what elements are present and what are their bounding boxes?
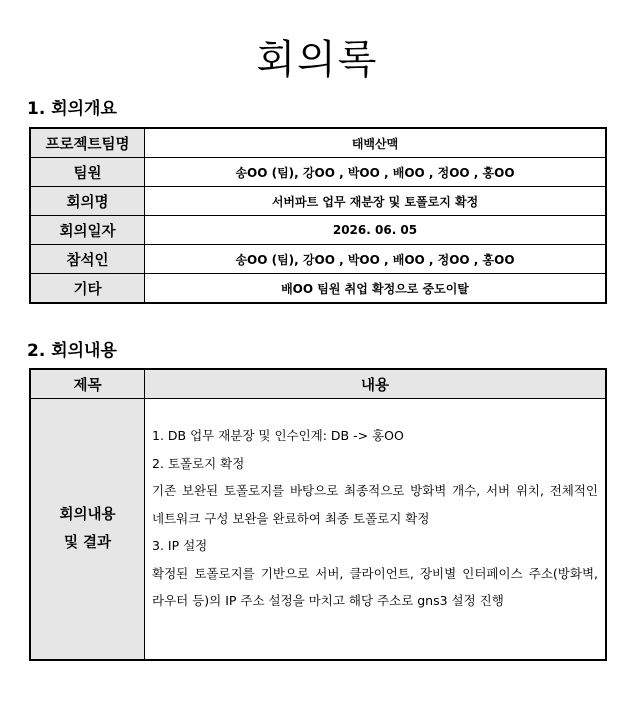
table-row (30, 187, 606, 216)
row-label-other: 기타 (30, 274, 145, 304)
table-row (30, 158, 606, 187)
table-row (30, 245, 606, 274)
row-label-members: 팀원 (30, 158, 145, 187)
table-row (30, 399, 606, 661)
table-row (30, 216, 606, 245)
column-header-content: 내용 (145, 369, 607, 399)
content-line-4: 3. IP 설정 (152, 538, 208, 553)
row-label-meeting-date: 회의일자 (30, 216, 145, 245)
row-label-project-team: 프로젝트팀명 (30, 128, 145, 158)
row-label-line-2: 및 결과 (63, 535, 112, 551)
row-label-meeting-content (30, 399, 145, 661)
row-value-project-team: 태백산맥 (145, 128, 607, 158)
row-value-meeting-date: 2026. 06. 05 (145, 216, 607, 245)
content-line-2: 2. 토폴로지 확정 (152, 455, 245, 471)
overview-table (29, 127, 607, 304)
table-row (30, 274, 606, 304)
column-header-title: 제목 (30, 369, 145, 399)
section-heading-content: 2. 회의내용 (27, 341, 117, 361)
row-value-members: 송OO (팀), 강OO , 박OO , 배OO , 정OO , 홍OO (145, 158, 607, 187)
content-line-3: 기존 보완된 토폴로지를 바탕으로 최종적으로 방화벽 개수, 서버 위치, 전체적인 네트워크 구성 보완을 완료하여 최종 토폴로지 확정 (152, 483, 598, 526)
table-row (30, 128, 606, 158)
row-label-attendees: 참석인 (30, 245, 145, 274)
row-value-attendees: 송OO (팀), 강OO , 박OO , 배OO , 정OO , 홍OO (145, 245, 607, 274)
document-title: 회의록 (256, 37, 379, 83)
section-heading-overview: 1. 회의개요 (27, 99, 117, 119)
row-label-meeting-name: 회의명 (30, 187, 145, 216)
table-header-row (30, 369, 606, 399)
row-value-meeting-name: 서버파트 업무 재분장 및 토폴로지 확정 (145, 187, 607, 216)
row-label-line-1: 회의내용 (59, 507, 116, 523)
row-value-other: 배OO 팀원 취업 확정으로 중도이탈 (145, 274, 607, 304)
content-table (29, 368, 607, 661)
meeting-content-body (145, 399, 607, 661)
content-line-5: 확정된 토폴로지를 기반으로 서버, 클라이언트, 장비별 인터페이스 주소(방화벽, 라우터 등)의 IP 주소 설정을 마치고 해당 주소로 gns3 설정 진행 (152, 565, 598, 608)
content-line-1: 1. DB 업무 재분장 및 인수인계: DB -> 홍OO (152, 428, 404, 443)
